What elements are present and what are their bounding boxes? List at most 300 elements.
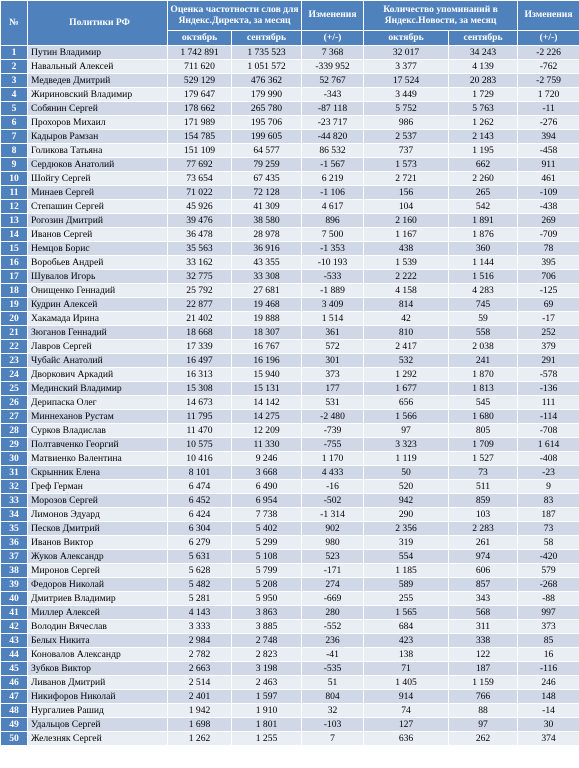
news-october: 319 [364,536,449,550]
news-october: 1 677 [364,382,449,396]
row-number: 2 [1,60,28,74]
news-september: 606 [449,564,518,578]
direct-september: 18 307 [232,326,302,340]
direct-october: 6 279 [168,536,232,550]
table-row [1,368,579,382]
direct-october: 5 628 [168,564,232,578]
direct-october: 22 877 [168,298,232,312]
row-number: 20 [1,312,28,326]
column-header-change-news: Изменения [518,1,579,31]
row-number: 5 [1,102,28,116]
row-number: 23 [1,354,28,368]
row-number: 44 [1,648,28,662]
table-row [1,676,579,690]
news-september: 511 [449,480,518,494]
news-september: 662 [449,158,518,172]
direct-october: 17 339 [168,340,232,354]
news-september: 568 [449,606,518,620]
news-october: 1 566 [364,410,449,424]
direct-september: 1 801 [232,718,302,732]
politician-name: Сурков Владислав [28,424,168,438]
news-october: 1 565 [364,606,449,620]
news-change: -11 [518,102,579,116]
news-october: 2 160 [364,214,449,228]
news-change: 73 [518,522,579,536]
news-september: 1 876 [449,228,518,242]
news-change: 373 [518,620,579,634]
news-october: 684 [364,620,449,634]
news-september: 88 [449,704,518,718]
politician-name: Жуков Александр [28,550,168,564]
direct-september: 2 463 [232,676,302,690]
news-change: -2 226 [518,46,579,60]
direct-change: -502 [302,494,364,508]
table-header [1,1,579,46]
news-october: 104 [364,200,449,214]
direct-september: 9 246 [232,452,302,466]
direct-september: 1 051 572 [232,60,302,74]
direct-september: 1 735 523 [232,46,302,60]
direct-change: 86 532 [302,144,364,158]
direct-change: 980 [302,536,364,550]
direct-september: 14 275 [232,410,302,424]
row-number: 13 [1,214,28,228]
direct-september: 38 580 [232,214,302,228]
direct-september: 15 131 [232,382,302,396]
direct-october: 14 673 [168,396,232,410]
news-september: 1 891 [449,214,518,228]
news-change: -23 [518,466,579,480]
news-october: 532 [364,354,449,368]
direct-change: 373 [302,368,364,382]
news-change: 461 [518,172,579,186]
row-number: 28 [1,424,28,438]
direct-october: 178 662 [168,102,232,116]
direct-october: 4 143 [168,606,232,620]
direct-change: -755 [302,438,364,452]
news-october: 3 449 [364,88,449,102]
row-number: 33 [1,494,28,508]
table-row [1,620,579,634]
table-row [1,88,579,102]
row-number: 22 [1,340,28,354]
table-row [1,382,579,396]
column-group-yandex-direct [168,1,302,31]
direct-october: 32 775 [168,270,232,284]
direct-change: 1 514 [302,312,364,326]
news-october: 1 119 [364,452,449,466]
news-september: 34 243 [449,46,518,60]
direct-change: 236 [302,634,364,648]
row-number: 6 [1,116,28,130]
politician-name: Скрынник Елена [28,466,168,480]
politician-name: Рогозин Дмитрий [28,214,168,228]
politician-name: Шувалов Игорь [28,270,168,284]
table-row [1,438,579,452]
news-september: 805 [449,424,518,438]
news-change: -458 [518,144,579,158]
politician-name: Воробьев Андрей [28,256,168,270]
news-change: -125 [518,284,579,298]
table-row [1,522,579,536]
row-number: 37 [1,550,28,564]
politician-name: Железняк Сергей [28,732,168,746]
news-october: 438 [364,242,449,256]
direct-change: -44 820 [302,130,364,144]
news-october: 520 [364,480,449,494]
politician-name: Жириновский Владимир [28,88,168,102]
news-change: 85 [518,634,579,648]
news-change: 58 [518,536,579,550]
direct-october: 6 474 [168,480,232,494]
table-row [1,60,579,74]
politician-name: Лимонов Эдуард [28,508,168,522]
column-header-number: № [1,1,28,46]
direct-change: 7 368 [302,46,364,60]
direct-october: 2 663 [168,662,232,676]
news-change: 374 [518,732,579,746]
table-row [1,312,579,326]
row-number: 50 [1,732,28,746]
news-change: 78 [518,242,579,256]
politician-name: Дворкович Аркадий [28,368,168,382]
news-change: -762 [518,60,579,74]
news-september: 265 [449,186,518,200]
row-number: 7 [1,130,28,144]
row-number: 12 [1,200,28,214]
table-row [1,144,579,158]
direct-october: 179 647 [168,88,232,102]
news-october: 814 [364,298,449,312]
news-october: 156 [364,186,449,200]
news-october: 1 185 [364,564,449,578]
news-september: 20 283 [449,74,518,88]
news-september: 97 [449,718,518,732]
direct-september: 33 308 [232,270,302,284]
news-october: 914 [364,690,449,704]
direct-october: 529 129 [168,74,232,88]
news-september: 1 729 [449,88,518,102]
news-september: 1 262 [449,116,518,130]
news-september: 2 143 [449,130,518,144]
news-october: 1 292 [364,368,449,382]
news-september: 859 [449,494,518,508]
table-row [1,396,579,410]
news-change: 1 614 [518,438,579,452]
direct-october: 1 942 [168,704,232,718]
direct-september: 1 597 [232,690,302,704]
news-change: -276 [518,116,579,130]
news-change: 9 [518,480,579,494]
news-change: 1 720 [518,88,579,102]
row-number: 17 [1,270,28,284]
politician-name: Минаев Сергей [28,186,168,200]
news-october: 589 [364,578,449,592]
direct-october: 1 262 [168,732,232,746]
news-september: 59 [449,312,518,326]
row-number: 3 [1,74,28,88]
direct-september: 1 910 [232,704,302,718]
news-change: 997 [518,606,579,620]
news-september: 857 [449,578,518,592]
direct-september: 36 916 [232,242,302,256]
politician-name: Полтавченко Георгий [28,438,168,452]
news-change: 111 [518,396,579,410]
news-october: 986 [364,116,449,130]
direct-september: 12 209 [232,424,302,438]
direct-october: 25 792 [168,284,232,298]
news-september: 360 [449,242,518,256]
politician-name: Матвиенко Валентина [28,452,168,466]
table-row [1,718,579,732]
row-number: 49 [1,718,28,732]
direct-change: 6 219 [302,172,364,186]
table-row [1,102,579,116]
news-october: 32 017 [364,46,449,60]
direct-change: 523 [302,550,364,564]
politician-name: Шойгу Сергей [28,172,168,186]
politician-name: Удальцов Сергей [28,718,168,732]
news-september: 1 813 [449,382,518,396]
row-number: 45 [1,662,28,676]
row-number: 9 [1,158,28,172]
news-october: 255 [364,592,449,606]
news-october: 3 377 [364,60,449,74]
direct-september: 41 309 [232,200,302,214]
direct-change: 280 [302,606,364,620]
politician-name: Греф Герман [28,480,168,494]
table-row [1,270,579,284]
table-row [1,46,579,60]
row-number: 29 [1,438,28,452]
table-row [1,186,579,200]
politician-name: Степашин Сергей [28,200,168,214]
direct-september: 3 668 [232,466,302,480]
direct-change: 274 [302,578,364,592]
table-row [1,74,579,88]
row-number: 35 [1,522,28,536]
row-number: 47 [1,690,28,704]
news-october: 423 [364,634,449,648]
column-header-september-news: сентябрь [449,31,518,46]
direct-september: 79 259 [232,158,302,172]
direct-change: 7 [302,732,364,746]
row-number: 16 [1,256,28,270]
direct-change: -1 567 [302,158,364,172]
direct-september: 1 255 [232,732,302,746]
direct-october: 36 478 [168,228,232,242]
news-change: 579 [518,564,579,578]
news-change: -109 [518,186,579,200]
politician-name: Дерипаска Олег [28,396,168,410]
row-number: 39 [1,578,28,592]
direct-change: 3 409 [302,298,364,312]
news-september: 1 195 [449,144,518,158]
direct-september: 28 978 [232,228,302,242]
direct-october: 2 782 [168,648,232,662]
politician-name: Коновалов Александр [28,648,168,662]
direct-change: 4 433 [302,466,364,480]
table-row [1,256,579,270]
direct-october: 35 563 [168,242,232,256]
row-number: 40 [1,592,28,606]
politician-name: Иванов Сергей [28,228,168,242]
news-october: 290 [364,508,449,522]
news-change: 911 [518,158,579,172]
politician-name: Миллер Алексей [28,606,168,620]
row-number: 41 [1,606,28,620]
direct-october: 21 402 [168,312,232,326]
direct-change: -1 889 [302,284,364,298]
table-row [1,410,579,424]
news-october: 942 [364,494,449,508]
table-row [1,116,579,130]
news-september: 558 [449,326,518,340]
table-row [1,340,579,354]
direct-change: 7 500 [302,228,364,242]
direct-september: 5 402 [232,522,302,536]
news-change: -17 [518,312,579,326]
news-change: 69 [518,298,579,312]
direct-september: 72 128 [232,186,302,200]
politician-name: Зубков Виктор [28,662,168,676]
column-group-yandex-direct-label: Оценка частотности слов для Яндекс.Директа, за месяц [170,5,299,26]
direct-change: -669 [302,592,364,606]
politician-name: Никифоров Николай [28,690,168,704]
table-row [1,564,579,578]
table-row [1,466,579,480]
direct-october: 2 984 [168,634,232,648]
direct-change: -103 [302,718,364,732]
row-number: 21 [1,326,28,340]
politician-name: Морозов Сергей [28,494,168,508]
direct-september: 7 738 [232,508,302,522]
news-change: -578 [518,368,579,382]
direct-change: -23 717 [302,116,364,130]
politician-name: Кудрин Алексей [28,298,168,312]
politician-name: Собянин Сергей [28,102,168,116]
direct-change: -2 480 [302,410,364,424]
news-september: 262 [449,732,518,746]
news-october: 50 [364,466,449,480]
row-number: 15 [1,242,28,256]
column-header-diff-direct: (+/-) [302,31,364,46]
news-change: -709 [518,228,579,242]
direct-change: -171 [302,564,364,578]
news-change: -268 [518,578,579,592]
politician-name: Миронов Сергей [28,564,168,578]
row-number: 38 [1,564,28,578]
news-change: -420 [518,550,579,564]
news-october: 42 [364,312,449,326]
row-number: 48 [1,704,28,718]
table-row [1,550,579,564]
table-row [1,480,579,494]
news-september: 122 [449,648,518,662]
direct-september: 195 706 [232,116,302,130]
news-october: 1 539 [364,256,449,270]
direct-september: 3 198 [232,662,302,676]
news-september: 766 [449,690,518,704]
direct-change: 4 617 [302,200,364,214]
news-change: 30 [518,718,579,732]
direct-change: 32 [302,704,364,718]
row-number: 10 [1,172,28,186]
news-change: 148 [518,690,579,704]
direct-october: 33 162 [168,256,232,270]
politician-name: Песков Дмитрий [28,522,168,536]
news-october: 2 721 [364,172,449,186]
direct-change: 804 [302,690,364,704]
direct-september: 2 748 [232,634,302,648]
news-change: -136 [518,382,579,396]
direct-change: -87 118 [302,102,364,116]
row-number: 30 [1,452,28,466]
news-change: 83 [518,494,579,508]
news-change: 16 [518,648,579,662]
direct-september: 5 208 [232,578,302,592]
table-row [1,508,579,522]
direct-change: 51 [302,676,364,690]
direct-october: 16 313 [168,368,232,382]
direct-september: 14 142 [232,396,302,410]
news-october: 2 222 [364,270,449,284]
news-october: 74 [364,704,449,718]
direct-october: 5 631 [168,550,232,564]
row-number: 32 [1,480,28,494]
column-group-yandex-news [364,1,518,31]
direct-september: 16 767 [232,340,302,354]
news-october: 737 [364,144,449,158]
direct-change: 902 [302,522,364,536]
direct-change: -1 314 [302,508,364,522]
news-september: 2 283 [449,522,518,536]
table-row [1,424,579,438]
politician-name: Кадыров Рамзан [28,130,168,144]
politician-name: Федоров Николай [28,578,168,592]
table-row [1,578,579,592]
politician-name: Ливанов Дмитрий [28,676,168,690]
direct-change: -339 952 [302,60,364,74]
row-number: 34 [1,508,28,522]
politician-name: Зюганов Геннадий [28,326,168,340]
news-september: 343 [449,592,518,606]
politician-name: Онищенко Геннадий [28,284,168,298]
news-september: 2 038 [449,340,518,354]
news-september: 261 [449,536,518,550]
direct-october: 6 304 [168,522,232,536]
row-number: 8 [1,144,28,158]
row-number: 26 [1,396,28,410]
news-change: 252 [518,326,579,340]
news-change: -438 [518,200,579,214]
direct-change: 1 170 [302,452,364,466]
direct-october: 6 452 [168,494,232,508]
table-row [1,200,579,214]
news-september: 103 [449,508,518,522]
news-october: 3 323 [364,438,449,452]
row-number: 24 [1,368,28,382]
table-row [1,690,579,704]
direct-october: 1 742 891 [168,46,232,60]
news-september: 5 763 [449,102,518,116]
news-october: 17 524 [364,74,449,88]
news-september: 4 283 [449,284,518,298]
politician-name: Путин Владимир [28,46,168,60]
column-group-yandex-news-label: Количество упоминаний в Яндекс.Новости, за месяц [383,5,498,26]
table-row [1,214,579,228]
direct-october: 1 698 [168,718,232,732]
